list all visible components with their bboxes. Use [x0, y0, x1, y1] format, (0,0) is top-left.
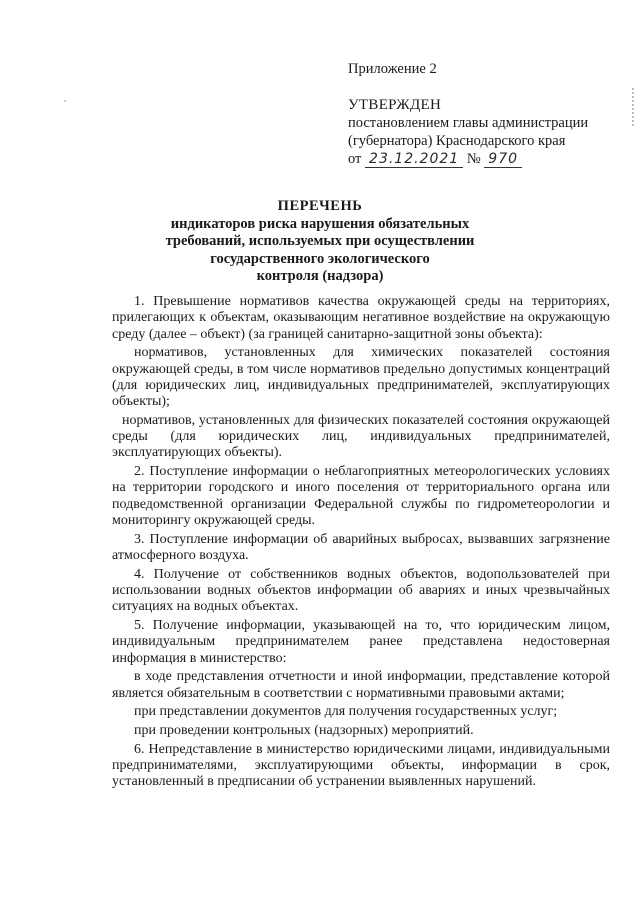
heading-line-3: государственного экологического: [210, 250, 430, 267]
paragraph-4: 4. Получение от собственников водных объектов, водопользователей при использовании водных объектов информации об авариях и иных чрезвычайных ситуациях на водных объектах.: [112, 566, 610, 615]
heading-line-2: требований, используемых при осуществлении: [165, 233, 475, 249]
approval-line-2: (губернатора) Краснодарского края: [348, 133, 566, 149]
paragraph-5a: в ходе представления отчетности и иной информации, представление которой является обязательным в соответствии с нормативными правовыми актами;: [112, 669, 610, 701]
date-prefix: от: [348, 151, 362, 167]
paragraph-1a: нормативов, установленных для химических показателей состояния окружающей среды, в том числе нормативов предельно допустимых концентраций (для юридических лиц, индивидуальных предпринимателей, эксплуатирующих объекты);: [112, 345, 610, 410]
paragraph-1: 1. Превышение нормативов качества окружающей среды на территориях, прилегающих к объектам, оказывающим негативное воздействие на окружающую среду (далее – объект) (за границей санитарно-защитной зоны объекта):: [112, 294, 610, 342]
approval-block: [348, 60, 618, 168]
paragraph-1b: нормативов, установленных для физических показателей состояния окружающей среды (для юридических лиц, индивидуальных предпринимателей, эксплуатирующих объекты).: [112, 412, 610, 461]
heading-line-1: индикаторов риска нарушения обязательных: [170, 215, 470, 232]
heading-line-4: контроля (надзора): [256, 268, 384, 284]
document-body: [112, 294, 610, 793]
paragraph-5c: при проведении контрольных (надзорных) мероприятий.: [134, 722, 474, 738]
approved-label: УТВЕРЖДЕН: [348, 97, 442, 113]
approval-date-row: [348, 150, 618, 168]
handwritten-date: 23.12.2021: [365, 151, 463, 168]
approval-line-1: постановлением главы администрации: [348, 115, 589, 131]
number-sign: №: [466, 151, 481, 167]
annex-label: Приложение 2: [348, 61, 437, 77]
scan-speck: [64, 100, 66, 102]
heading-title: ПЕРЕЧЕНЬ: [277, 198, 363, 214]
paragraph-3: 3. Поступление информации об аварийных выбросах, вызвавших загрязнение атмосферного воздуха.: [112, 531, 610, 564]
paragraph-5b: при представлении документов для получения государственных услуг;: [134, 704, 558, 720]
document-heading: [150, 198, 490, 286]
paragraph-2: 2. Поступление информации о неблагоприятных метеорологических условиях на территории городского и иного поселения от территориального органа или подведомственной организации Федеральной службы по гидрометеорологии и мониторингу окружающей среды.: [112, 464, 610, 529]
paragraph-6: 6. Непредставление в министерство юридическими лицами, индивидуальными предпринимателями, эксплуатирующими объекты, информации в срок, установленный в предписании об устранении выявленных нарушений.: [112, 741, 610, 790]
margin-mark: [632, 88, 634, 128]
handwritten-number: 970: [484, 151, 522, 168]
paragraph-5: 5. Получение информации, указывающей на то, что юридическим лицом, индивидуальным предпринимателем ранее представлена недостоверная информация в министерство:: [112, 617, 610, 666]
